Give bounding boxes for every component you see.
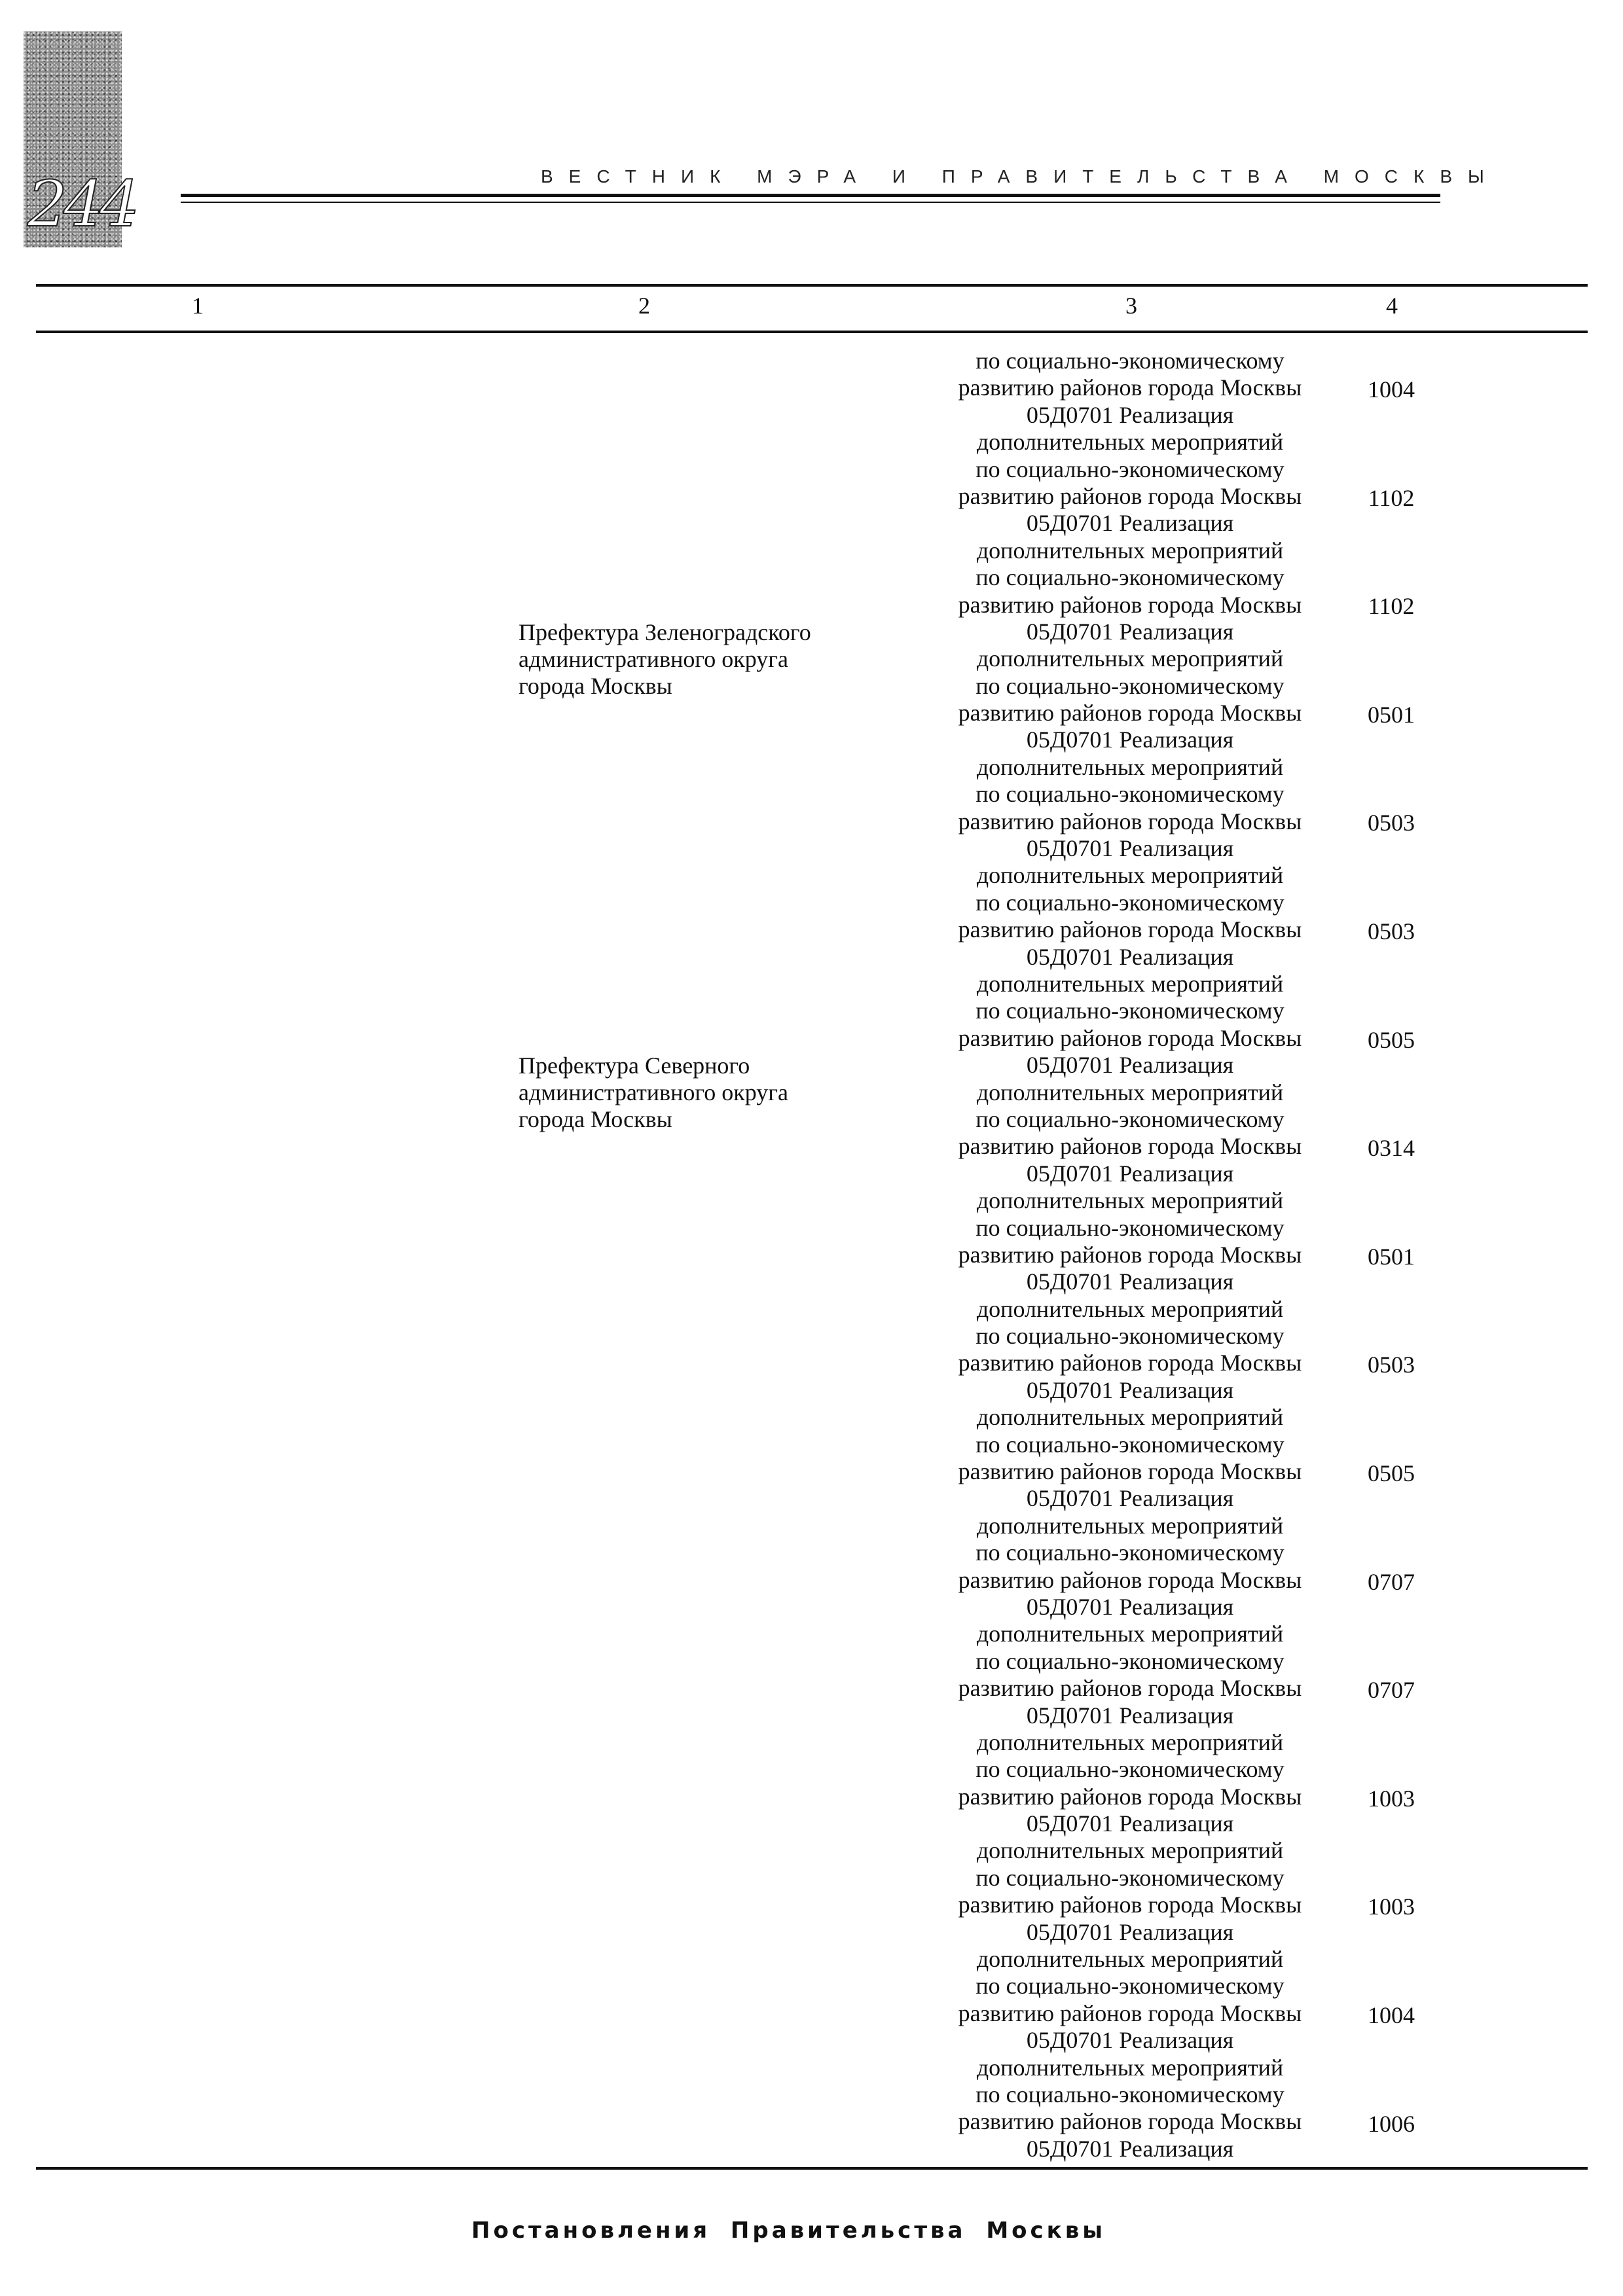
description-line: развитию районов города Москвы — [958, 2000, 1302, 2026]
description-line: развитию районов города Москвы — [958, 1783, 1302, 1810]
description-line: дополнительных мероприятий — [976, 1512, 1284, 1539]
description-line: по социально-экономическому — [976, 1539, 1285, 1566]
row-code: 0505 — [1368, 1026, 1415, 1053]
header-rule-thick — [181, 194, 1440, 197]
description-line: по социально-экономическому — [976, 1431, 1285, 1458]
description-line: дополнительных мероприятий — [976, 1295, 1284, 1322]
description-line: 05Д0701 Реализация — [1026, 1052, 1234, 1079]
journal-title: ВЕСТНИК МЭРА И ПРАВИТЕЛЬСТВА МОСКВЫ — [541, 166, 1500, 187]
description-line: дополнительных мероприятий — [976, 1079, 1284, 1105]
column-header-3: 3 — [1125, 293, 1137, 319]
description-line: по социально-экономическому — [976, 889, 1285, 916]
description-line: развитию районов города Москвы — [958, 916, 1302, 943]
ministry-name-line: административного округа — [519, 646, 788, 672]
description-line: 05Д0701 Реализация — [1026, 1810, 1234, 1837]
description-line: 05Д0701 Реализация — [1026, 510, 1234, 537]
ministry-name-line: города Москвы — [519, 1106, 672, 1132]
description-line: по социально-экономическому — [976, 1864, 1285, 1891]
description-line: 05Д0701 Реализация — [1026, 1918, 1234, 1945]
description-line: развитию районов города Москвы — [958, 808, 1302, 834]
description-line: развитию районов города Москвы — [958, 1675, 1302, 1702]
description-line: 05Д0701 Реализация — [1026, 618, 1234, 645]
description-line: 05Д0701 Реализация — [1026, 1160, 1234, 1187]
description-line: 05Д0701 Реализация — [1026, 1702, 1234, 1729]
description-line: дополнительных мероприятий — [976, 1837, 1284, 1864]
footer-title: Постановления Правительства Москвы — [471, 2217, 1106, 2244]
row-code: 0503 — [1368, 918, 1415, 944]
row-code: 0503 — [1368, 1352, 1415, 1378]
description-line: дополнительных мероприятий — [976, 1404, 1284, 1431]
description-line: развитию районов города Москвы — [958, 1892, 1302, 1918]
description-line: развитию районов города Москвы — [958, 591, 1302, 618]
description-line: дополнительных мероприятий — [976, 1187, 1284, 1214]
ministry-name — [519, 619, 885, 700]
description-line: 05Д0701 Реализация — [1026, 1376, 1234, 1403]
description-line: дополнительных мероприятий — [976, 537, 1284, 564]
description-line: развитию районов города Москвы — [958, 482, 1302, 509]
description-line: по социально-экономическому — [976, 456, 1285, 482]
description-line: развитию районов города Москвы — [958, 1133, 1302, 1160]
description-line: по социально-экономическому — [976, 1647, 1285, 1674]
row-code: 1102 — [1368, 484, 1415, 511]
description-line: дополнительных мероприятий — [976, 753, 1284, 780]
description-line: развитию районов города Москвы — [958, 1458, 1302, 1485]
ministry-name — [519, 1052, 885, 1133]
description-line: развитию районов города Москвы — [958, 1350, 1302, 1376]
description-line: по социально-экономическому — [976, 1973, 1285, 2000]
ministry-name-line: административного округа — [519, 1079, 788, 1105]
description-line: 05Д0701 Реализация — [1026, 2135, 1234, 2162]
table-top-rule — [36, 284, 1588, 287]
description-line: развитию районов города Москвы — [958, 1566, 1302, 1593]
table-header-rule — [36, 331, 1588, 333]
table-bottom-rule — [36, 2167, 1588, 2170]
row-code: 1006 — [1368, 2110, 1415, 2137]
description-line: по социально-экономическому — [976, 1105, 1285, 1132]
description-line: по социально-экономическому — [976, 672, 1285, 699]
row-code: 1102 — [1368, 593, 1415, 620]
description-line: 05Д0701 Реализация — [1026, 401, 1234, 428]
ministry-name-line: Префектура Северного — [519, 1052, 750, 1079]
description-line: развитию районов города Москвы — [958, 2108, 1302, 2135]
description-line: дополнительных мероприятий — [976, 862, 1284, 889]
description-line: по социально-экономическому — [976, 781, 1285, 808]
page-number-badge — [24, 31, 136, 247]
ministry-name-line: Префектура Зеленоградского — [519, 619, 811, 645]
description-line: 05Д0701 Реализация — [1026, 726, 1234, 753]
row-code: 0314 — [1368, 1135, 1415, 1162]
row-code: 1003 — [1368, 1785, 1415, 1812]
description-line: развитию районов города Москвы — [958, 374, 1302, 401]
description-line: дополнительных мероприятий — [976, 2054, 1284, 2081]
column-header-4: 4 — [1386, 293, 1398, 319]
row-code: 0503 — [1368, 810, 1415, 836]
description-line: по социально-экономическому — [976, 1323, 1285, 1350]
description-line: по социально-экономическому — [976, 2081, 1285, 2108]
description-line: дополнительных мероприятий — [976, 970, 1284, 997]
target-item-description — [901, 348, 1359, 2162]
description-line: 05Д0701 Реализация — [1026, 1485, 1234, 1512]
description-line: 05Д0701 Реализация — [1026, 835, 1234, 862]
description-line: 05Д0701 Реализация — [1026, 2027, 1234, 2054]
description-line: дополнительных мероприятий — [976, 1621, 1284, 1647]
description-line: развитию районов города Москвы — [958, 700, 1302, 726]
row-code: 1003 — [1368, 1893, 1415, 1920]
description-line: дополнительных мероприятий — [976, 645, 1284, 672]
row-code: 0501 — [1368, 1243, 1415, 1270]
description-line: развитию районов города Москвы — [958, 1241, 1302, 1268]
description-line: 05Д0701 Реализация — [1026, 1268, 1234, 1295]
row-code: 1004 — [1368, 376, 1415, 403]
description-line: по социально-экономическому — [976, 1214, 1285, 1241]
description-line: дополнительных мероприятий — [976, 429, 1284, 456]
row-code: 1004 — [1368, 2002, 1415, 2028]
row-code: 0505 — [1368, 1460, 1415, 1486]
description-line: дополнительных мероприятий — [976, 1946, 1284, 1973]
column-header-1: 1 — [192, 293, 204, 319]
description-line: дополнительных мероприятий — [976, 1729, 1284, 1755]
description-line: по социально-экономическому — [976, 1756, 1285, 1783]
page-number: 244 — [27, 168, 136, 241]
row-code: 0707 — [1368, 1568, 1415, 1595]
row-code: 0707 — [1368, 1677, 1415, 1704]
column-header-2: 2 — [638, 293, 650, 319]
header-rule-thin — [181, 202, 1440, 203]
description-line: развитию районов города Москвы — [958, 1024, 1302, 1051]
row-code: 0501 — [1368, 701, 1415, 728]
description-line: по социально-экономическому — [976, 348, 1285, 374]
description-line: 05Д0701 Реализация — [1026, 1593, 1234, 1620]
description-line: по социально-экономическому — [976, 564, 1285, 591]
description-line: по социально-экономическому — [976, 997, 1285, 1024]
ministry-name-line: города Москвы — [519, 673, 672, 699]
description-line: 05Д0701 Реализация — [1026, 943, 1234, 970]
